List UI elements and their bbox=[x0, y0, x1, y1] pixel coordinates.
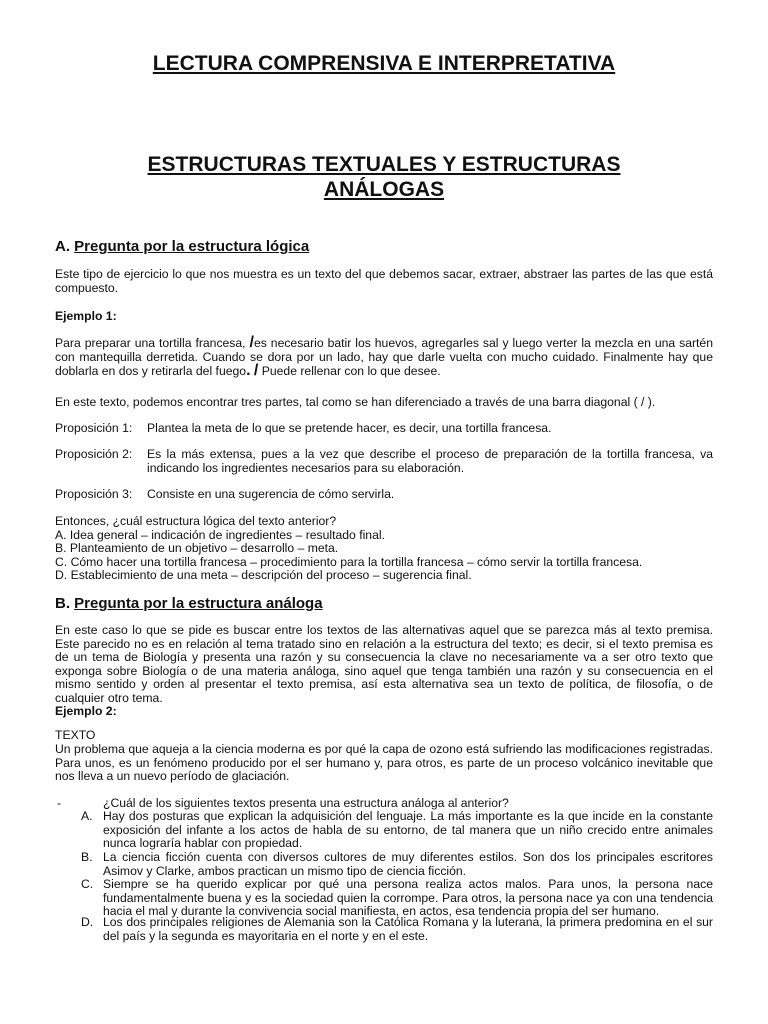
option-b-letter: B. bbox=[81, 850, 93, 864]
subtitle-line-1: ESTRUCTURAS TEXTUALES Y ESTRUCTURAS bbox=[147, 153, 621, 176]
texto-body: Un problema que aqueja a la ciencia moderna es por qué la capa de ozono está sufriendo las modificaciones registradas. Para unos, es un fenómeno producido por el ser humano y, para otros, es parte de un proceso volcánico inevitable que nos lleva a un nuevo período de glaciación. bbox=[55, 742, 713, 784]
proposition-3-label: Proposición 3: bbox=[55, 487, 133, 501]
section-b-title: Pregunta por la estructura análoga bbox=[74, 595, 323, 612]
section-a-question-block bbox=[55, 515, 713, 583]
proposition-1-label: Proposición 1: bbox=[55, 421, 133, 435]
main-title: LECTURA COMPRENSIVA E INTERPRETATIVA bbox=[152, 52, 616, 75]
proposition-1-text: Plantea la meta de lo que se pretende hacer, es decir, una tortilla francesa. bbox=[147, 421, 552, 435]
example-2-label: Ejemplo 2: bbox=[55, 704, 117, 718]
section-a-heading bbox=[55, 238, 309, 256]
option-c-letter: C. bbox=[81, 877, 94, 891]
question-dash: - bbox=[57, 796, 62, 810]
example-1-part-3: Puede rellenar con lo que desee. bbox=[258, 364, 441, 379]
section-a-explanation: En este texto, podemos encontrar tres partes, tal como se han diferenciado a través de una barra diagonal ( / ). bbox=[55, 395, 656, 409]
proposition-3-text: Consiste en una sugerencia de cómo servirla. bbox=[147, 487, 395, 501]
section-a-question: Entonces, ¿cuál estructura lógica del texto anterior? bbox=[55, 514, 337, 528]
proposition-2-label: Proposición 2: bbox=[55, 447, 133, 461]
option-d-text: Los dos principales religiones de Alemania son la Católica Romana y la luterana, la primera predomina en el sur del país y la segunda es mayoritaria en el norte y en el este. bbox=[103, 915, 713, 943]
option-a-text: Hay dos posturas que explican la adquisición del lenguaje. La más importante es la que incide en la constante exposición del infante a los actos de habla de su entorno, de tal manera que un niño crecido entre animales nunca lograría hablar con propiedad. bbox=[103, 809, 713, 851]
option-c-text: Siempre se ha querido explicar por qué una persona realiza actos malos. Para unos, la persona nace fundamentalmente buena y es la sociedad quien la corrompe. Para otros, la persona nace ya con una tendencia hacia el mal y durante la convivencia social manifiesta, en actos, esa tendencia propia del ser humano. bbox=[103, 877, 713, 919]
section-a-option-c: C. Cómo hacer una tortilla francesa – procedimiento para la tortilla francesa – cómo servir la tortilla francesa. bbox=[55, 554, 643, 569]
subtitle-line-2: ANÁLOGAS bbox=[323, 178, 445, 201]
section-a-letter: A. bbox=[55, 238, 70, 255]
section-b-question-text: ¿Cuál de los siguientes textos presenta una estructura análoga al anterior? bbox=[103, 796, 509, 810]
option-a-letter: A. bbox=[81, 809, 93, 823]
slash-divider-1: / bbox=[249, 334, 254, 351]
example-1-text bbox=[55, 336, 713, 379]
section-a-intro: Este tipo de ejercicio lo que nos muestra es un texto del que debemos sacar, extraer, abstraer las partes de las que está compuesto. bbox=[55, 267, 713, 295]
example-1-part-2: es necesario batir los huevos, agregarles sal y luego verter la mezcla en una sartén con mantequilla derretida. Cuando se dora por un lado, hay que darle vuelta con mucho cuidado. Finalmente hay que doblarla en dos y retirarla del fuego bbox=[55, 336, 713, 379]
section-b-letter: B. bbox=[55, 595, 70, 612]
section-a-title: Pregunta por la estructura lógica bbox=[74, 238, 310, 255]
option-d-letter: D. bbox=[81, 915, 94, 929]
texto-label: TEXTO bbox=[55, 728, 96, 742]
example-1-part-1: Para preparar una tortilla francesa, bbox=[55, 336, 250, 350]
section-a-option-a: A. Idea general – indicación de ingredientes – resultado final. bbox=[55, 527, 385, 542]
section-a-option-b: B. Planteamiento de un objetivo – desarrollo – meta. bbox=[55, 541, 339, 556]
proposition-2-text: Es la más extensa, pues a la vez que describe el proceso de preparación de la tortilla francesa, va indicando los ingredientes necesarios para su elaboración. bbox=[147, 447, 713, 475]
period-mark: . bbox=[246, 362, 251, 380]
slash-divider-2: / bbox=[253, 362, 259, 380]
example-1-label: Ejemplo 1: bbox=[55, 309, 117, 323]
section-b-intro: En este caso lo que se pide es buscar entre los textos de las alternativas aquel que se parezca más al texto premisa. Este parecido no es en relación al tema tratado sino en relación a la estructura del texto; es decir, si el texto premisa es de un tema de Biología y presenta una razón y su consecuencia la clave no necesariamente va a ser otro texto que exponga sobre Biología o de una materia análoga, sino aquel que tenga también una razón y su consecuencia en el mismo sentido y orden al presentar el texto premisa, así esta alternativa sea un texto de política, de filosofía, o de cualquier otro tema. bbox=[55, 623, 713, 705]
option-b-text: La ciencia ficción cuenta con diversos cultores de muy diferentes estilos. Son dos los principales escritores Asimov y Clarke, ambos practican un mismo tipo de ciencia ficción. bbox=[103, 850, 713, 878]
section-b-heading bbox=[55, 595, 323, 613]
section-a-option-d: D. Establecimiento de una meta – descripción del proceso – sugerencia final. bbox=[55, 568, 472, 583]
